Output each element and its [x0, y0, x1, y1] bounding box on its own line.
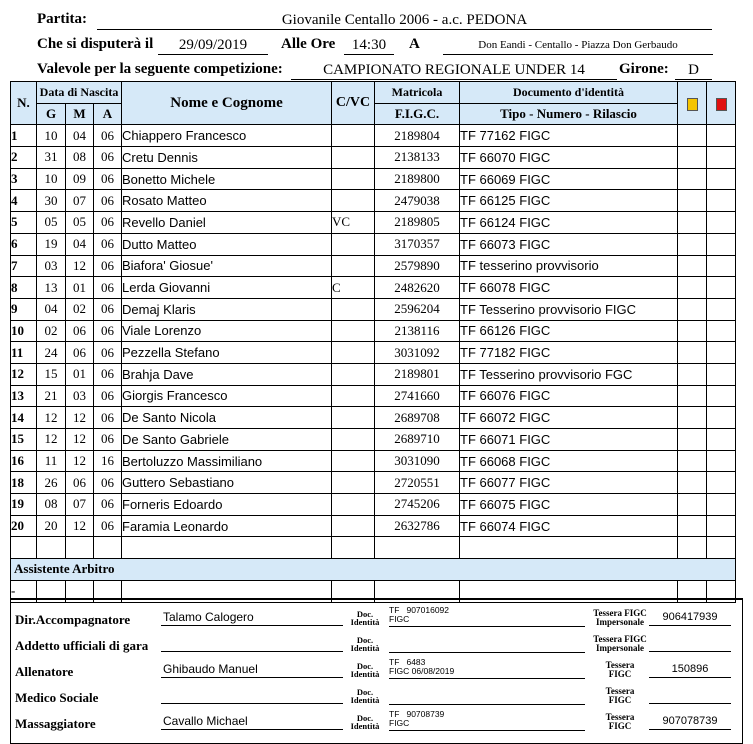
player-name: Dutto Matteo — [122, 233, 332, 255]
birth-year: 06 — [94, 147, 122, 169]
red-card-cell — [707, 472, 736, 494]
birth-day: 11 — [37, 450, 66, 472]
tessera-value — [649, 636, 731, 652]
red-card-cell — [707, 342, 736, 364]
yellow-card-cell — [678, 147, 707, 169]
red-card-cell — [707, 255, 736, 277]
player-number: 15 — [11, 429, 37, 451]
staff-name — [161, 636, 343, 652]
table-row — [11, 190, 736, 212]
birth-month: 12 — [66, 255, 94, 277]
player-number: 14 — [11, 407, 37, 429]
document: TF 66125 FIGC — [460, 190, 678, 212]
matricola: 2189804 — [375, 125, 460, 147]
staff-name: Cavallo Michael — [161, 714, 343, 730]
table-row — [11, 450, 736, 472]
matricola: 2689708 — [375, 407, 460, 429]
captain-flag — [332, 147, 375, 169]
competizione-label: Valevole per la seguente competizione: — [37, 61, 283, 77]
birth-month: 01 — [66, 363, 94, 385]
yellow-card-cell — [678, 320, 707, 342]
disputera-label: Che si disputerà il — [37, 36, 154, 52]
partita-value: Giovanile Centallo 2006 - a.c. PEDONA — [97, 11, 712, 30]
birth-month: 12 — [66, 450, 94, 472]
player-name: Revello Daniel — [122, 212, 332, 234]
birth-month: 03 — [66, 385, 94, 407]
table-row — [11, 472, 736, 494]
birth-month: 04 — [66, 233, 94, 255]
staff-role-label: Allenatore — [15, 664, 74, 679]
birth-year: 06 — [94, 233, 122, 255]
table-row — [11, 298, 736, 320]
table-row — [11, 429, 736, 451]
birth-year: 06 — [94, 515, 122, 537]
matricola: 2189801 — [375, 363, 460, 385]
yellow-card-cell — [678, 363, 707, 385]
birth-year: 06 — [94, 385, 122, 407]
matricola: 2189800 — [375, 168, 460, 190]
birth-year: 06 — [94, 320, 122, 342]
player-name: Chiappero Francesco — [122, 125, 332, 147]
col-m: M — [66, 103, 94, 125]
player-name: Rosato Matteo — [122, 190, 332, 212]
staff-role-label: Addetto ufficiali di gara — [15, 638, 149, 653]
staff-section — [10, 598, 743, 744]
matricola: 3170357 — [375, 233, 460, 255]
red-card-cell — [707, 190, 736, 212]
birth-day: 04 — [37, 298, 66, 320]
player-number: 12 — [11, 363, 37, 385]
staff-document: TF 907016092 FIGC — [389, 606, 585, 627]
birth-month: 07 — [66, 190, 94, 212]
yellow-card-cell — [678, 168, 707, 190]
player-number: 20 — [11, 515, 37, 537]
staff-document: TF 6483 FIGC 06/08/2019 — [389, 658, 585, 679]
table-row — [11, 342, 736, 364]
ore-label: Alle Ore — [281, 36, 336, 52]
document: TF 66073 FIGC — [460, 233, 678, 255]
tessera-label: Tessera FIGC — [605, 686, 635, 705]
player-name: Forneris Edoardo — [122, 494, 332, 516]
red-card-cell — [707, 233, 736, 255]
matricola: 2596204 — [375, 298, 460, 320]
matricola: 3031092 — [375, 342, 460, 364]
player-name: Giorgis Francesco — [122, 385, 332, 407]
assistente-label: Assistente Arbitro — [11, 559, 736, 581]
captain-flag — [332, 407, 375, 429]
player-name: Bertoluzzo Massimiliano — [122, 450, 332, 472]
date-value: 29/09/2019 — [158, 36, 268, 55]
tessera-value: 907078739 — [649, 714, 731, 730]
birth-month: 07 — [66, 494, 94, 516]
birth-year: 06 — [94, 494, 122, 516]
red-card-cell — [707, 277, 736, 299]
staff-role-label: Medico Sociale — [15, 690, 99, 705]
table-row — [11, 320, 736, 342]
captain-flag: C — [332, 277, 375, 299]
table-row — [11, 494, 736, 516]
birth-year: 06 — [94, 363, 122, 385]
birth-day: 19 — [37, 233, 66, 255]
col-doc-sub: Tipo - Numero - Rilascio — [460, 103, 678, 125]
red-card-cell — [707, 407, 736, 429]
player-name: Demaj Klaris — [122, 298, 332, 320]
player-number: 3 — [11, 168, 37, 190]
players-rows — [11, 125, 736, 537]
yellow-card-cell — [678, 429, 707, 451]
birth-month: 12 — [66, 429, 94, 451]
staff-role-label: Massaggiatore — [15, 716, 96, 731]
birth-day: 21 — [37, 385, 66, 407]
document: TF 66076 FIGC — [460, 385, 678, 407]
tessera-value — [649, 688, 731, 704]
birth-month: 05 — [66, 212, 94, 234]
yellow-card-cell — [678, 342, 707, 364]
birth-day: 13 — [37, 277, 66, 299]
yellow-card-cell — [678, 212, 707, 234]
table-row — [11, 147, 736, 169]
girone-label: Girone: — [619, 61, 669, 77]
document: TF tesserino provvisorio — [460, 255, 678, 277]
birth-month: 06 — [66, 342, 94, 364]
col-data-nascita: Data di Nascita — [37, 82, 122, 104]
document: TF 66072 FIGC — [460, 407, 678, 429]
col-g: G — [37, 103, 66, 125]
document: TF 66071 FIGC — [460, 429, 678, 451]
document: TF Tesserino provvisorio FGC — [460, 363, 678, 385]
birth-year: 06 — [94, 190, 122, 212]
player-name: Lerda Giovanni — [122, 277, 332, 299]
document: TF 66070 FIGC — [460, 147, 678, 169]
staff-document — [389, 684, 585, 705]
document: TF 77162 FIGC — [460, 125, 678, 147]
birth-year: 06 — [94, 472, 122, 494]
captain-flag — [332, 385, 375, 407]
girone-value: D — [675, 61, 712, 80]
col-yellow-card — [678, 82, 707, 125]
yellow-card-cell — [678, 277, 707, 299]
player-number: 4 — [11, 190, 37, 212]
player-name: Brahja Dave — [122, 363, 332, 385]
birth-year: 06 — [94, 429, 122, 451]
birth-day: 12 — [37, 407, 66, 429]
player-name: Faramia Leonardo — [122, 515, 332, 537]
red-card-cell — [707, 212, 736, 234]
red-card-cell — [707, 147, 736, 169]
yellow-card-icon — [687, 98, 698, 111]
document: TF 66126 FIGC — [460, 320, 678, 342]
document: TF 66078 FIGC — [460, 277, 678, 299]
player-number: 6 — [11, 233, 37, 255]
player-number: 19 — [11, 494, 37, 516]
red-card-cell — [707, 385, 736, 407]
captain-flag — [332, 125, 375, 147]
birth-day: 26 — [37, 472, 66, 494]
player-number: 8 — [11, 277, 37, 299]
player-name: Pezzella Stefano — [122, 342, 332, 364]
tessera-value: 906417939 — [649, 610, 731, 626]
matricola: 2482620 — [375, 277, 460, 299]
ore-value: 14:30 — [344, 36, 394, 55]
matricola: 2632786 — [375, 515, 460, 537]
document: TF 66074 FIGC — [460, 515, 678, 537]
birth-month: 06 — [66, 320, 94, 342]
tessera-label: Tessera FIGC — [605, 712, 635, 731]
matricola: 2138116 — [375, 320, 460, 342]
partita-label: Partita: — [37, 11, 87, 27]
captain-flag — [332, 515, 375, 537]
matricola: 2189805 — [375, 212, 460, 234]
birth-year: 06 — [94, 255, 122, 277]
table-row — [11, 255, 736, 277]
red-card-cell — [707, 363, 736, 385]
doc-identita-label: Doc. Identità — [350, 713, 380, 731]
col-figc: F.I.G.C. — [375, 103, 460, 125]
player-number: 11 — [11, 342, 37, 364]
col-documento: Documento d'identità — [460, 82, 678, 104]
document: TF 66069 FIGC — [460, 168, 678, 190]
staff-name: Ghibaudo Manuel — [161, 662, 343, 678]
document: TF 66075 FIGC — [460, 494, 678, 516]
yellow-card-cell — [678, 450, 707, 472]
doc-identita-label: Doc. Identità — [350, 609, 380, 627]
player-name: Viale Lorenzo — [122, 320, 332, 342]
assistente-n: - — [11, 580, 37, 602]
yellow-card-cell — [678, 515, 707, 537]
empty-row — [11, 537, 736, 559]
col-cvc: C/VC — [332, 82, 375, 125]
player-number: 18 — [11, 472, 37, 494]
player-name: De Santo Gabriele — [122, 429, 332, 451]
doc-identita-label: Doc. Identità — [350, 687, 380, 705]
birth-day: 03 — [37, 255, 66, 277]
birth-month: 02 — [66, 298, 94, 320]
birth-day: 10 — [37, 125, 66, 147]
document: TF 77182 FIGC — [460, 342, 678, 364]
player-number: 2 — [11, 147, 37, 169]
matricola: 2745206 — [375, 494, 460, 516]
birth-day: 15 — [37, 363, 66, 385]
captain-flag — [332, 168, 375, 190]
tessera-label: Tessera FIGC — [605, 660, 635, 679]
col-nome: Nome e Cognome — [122, 82, 332, 125]
red-card-cell — [707, 168, 736, 190]
player-number: 5 — [11, 212, 37, 234]
table-row — [11, 168, 736, 190]
birth-year: 06 — [94, 407, 122, 429]
yellow-card-cell — [678, 255, 707, 277]
captain-flag — [332, 233, 375, 255]
tessera-value: 150896 — [649, 662, 731, 678]
document: TF 66124 FIGC — [460, 212, 678, 234]
a-label: A — [409, 36, 420, 52]
doc-identita-label: Doc. Identità — [350, 635, 380, 653]
captain-flag — [332, 494, 375, 516]
col-red-card — [707, 82, 736, 125]
yellow-card-cell — [678, 472, 707, 494]
captain-flag — [332, 363, 375, 385]
col-a: A — [94, 103, 122, 125]
captain-flag — [332, 472, 375, 494]
players-table — [10, 81, 736, 603]
player-name: Cretu Dennis — [122, 147, 332, 169]
col-n: N. — [11, 82, 37, 125]
table-row — [11, 212, 736, 234]
red-card-cell — [707, 450, 736, 472]
birth-year: 06 — [94, 277, 122, 299]
captain-flag — [332, 255, 375, 277]
red-card-icon — [716, 98, 727, 111]
birth-year: 06 — [94, 298, 122, 320]
red-card-cell — [707, 515, 736, 537]
captain-flag — [332, 298, 375, 320]
staff-document: TF 90708739 FIGC — [389, 710, 585, 731]
red-card-cell — [707, 320, 736, 342]
table-row — [11, 385, 736, 407]
birth-month: 12 — [66, 515, 94, 537]
staff-role-label: Dir.Accompagnatore — [15, 612, 131, 627]
birth-year: 06 — [94, 168, 122, 190]
matricola: 2689710 — [375, 429, 460, 451]
birth-year: 06 — [94, 212, 122, 234]
tessera-label: Tessera FIGC Impersonale — [593, 608, 647, 627]
red-card-cell — [707, 429, 736, 451]
matricola: 2579890 — [375, 255, 460, 277]
captain-flag — [332, 342, 375, 364]
player-name: Biafora' Giosue' — [122, 255, 332, 277]
birth-month: 04 — [66, 125, 94, 147]
yellow-card-cell — [678, 190, 707, 212]
matricola: 2720551 — [375, 472, 460, 494]
document: TF Tesserino provvisorio FIGC — [460, 298, 678, 320]
captain-flag — [332, 320, 375, 342]
birth-day: 20 — [37, 515, 66, 537]
player-number: 9 — [11, 298, 37, 320]
competizione-value: CAMPIONATO REGIONALE UNDER 14 — [291, 61, 617, 80]
document: TF 66068 FIGC — [460, 450, 678, 472]
yellow-card-cell — [678, 407, 707, 429]
table-row — [11, 233, 736, 255]
table-row — [11, 125, 736, 147]
matricola: 3031090 — [375, 450, 460, 472]
matricola: 2138133 — [375, 147, 460, 169]
captain-flag — [332, 429, 375, 451]
luogo-value: Don Eandi - Centallo - Piazza Don Gerbaudo — [443, 36, 713, 55]
birth-month: 09 — [66, 168, 94, 190]
red-card-cell — [707, 125, 736, 147]
yellow-card-cell — [678, 125, 707, 147]
staff-name — [161, 688, 343, 704]
captain-flag: VC — [332, 212, 375, 234]
birth-day: 10 — [37, 168, 66, 190]
yellow-card-cell — [678, 233, 707, 255]
birth-day: 30 — [37, 190, 66, 212]
assistente-section — [11, 559, 736, 581]
tessera-label: Tessera FIGC Impersonale — [593, 634, 647, 653]
table-row — [11, 407, 736, 429]
player-number: 7 — [11, 255, 37, 277]
yellow-card-cell — [678, 298, 707, 320]
doc-identita-label: Doc. Identità — [350, 661, 380, 679]
player-name: Guttero Sebastiano — [122, 472, 332, 494]
birth-year: 06 — [94, 342, 122, 364]
birth-day: 12 — [37, 429, 66, 451]
birth-day: 08 — [37, 494, 66, 516]
red-card-cell — [707, 298, 736, 320]
captain-flag — [332, 450, 375, 472]
yellow-card-cell — [678, 385, 707, 407]
player-number: 16 — [11, 450, 37, 472]
matricola: 2479038 — [375, 190, 460, 212]
red-card-cell — [707, 494, 736, 516]
birth-month: 01 — [66, 277, 94, 299]
document: TF 66077 FIGC — [460, 472, 678, 494]
match-header — [0, 0, 753, 82]
staff-name: Talamo Calogero — [161, 610, 343, 626]
player-name: De Santo Nicola — [122, 407, 332, 429]
matricola: 2741660 — [375, 385, 460, 407]
captain-flag — [332, 190, 375, 212]
birth-year: 16 — [94, 450, 122, 472]
table-row — [11, 277, 736, 299]
birth-month: 06 — [66, 472, 94, 494]
birth-day: 31 — [37, 147, 66, 169]
player-number: 1 — [11, 125, 37, 147]
birth-month: 08 — [66, 147, 94, 169]
birth-year: 06 — [94, 125, 122, 147]
table-row — [11, 515, 736, 537]
birth-month: 12 — [66, 407, 94, 429]
col-matricola: Matricola — [375, 82, 460, 104]
birth-day: 24 — [37, 342, 66, 364]
yellow-card-cell — [678, 494, 707, 516]
table-row — [11, 363, 736, 385]
staff-document — [389, 632, 585, 653]
birth-day: 02 — [37, 320, 66, 342]
player-name: Bonetto Michele — [122, 168, 332, 190]
player-number: 10 — [11, 320, 37, 342]
birth-day: 05 — [37, 212, 66, 234]
player-number: 13 — [11, 385, 37, 407]
